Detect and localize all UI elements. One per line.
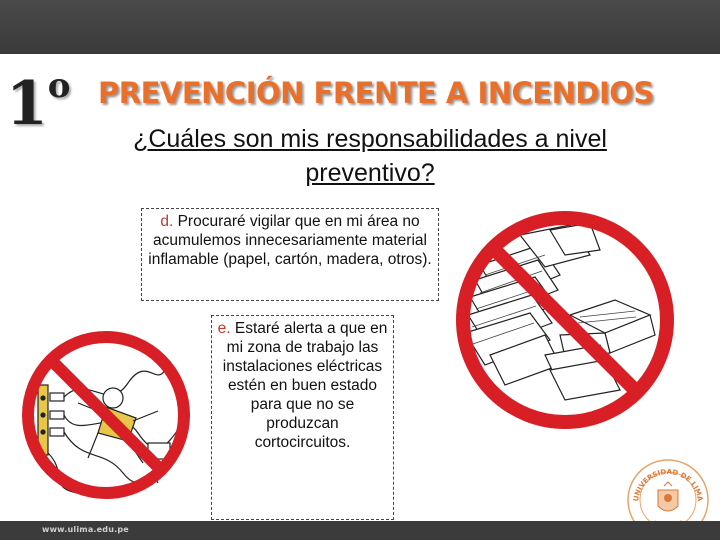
footer-url: www.ulima.edu.pe — [42, 525, 129, 534]
bottom-bar — [0, 521, 720, 540]
item-e-letter: e. — [217, 320, 231, 337]
item-e-text: Estaré alerta a que en mi zona de trabajo las instalaciones eléctricas estén en buen estado para que no se produzcan cortocircuitos. — [222, 320, 388, 451]
item-e-text-box — [211, 315, 394, 520]
top-bar — [0, 0, 720, 54]
page-title: PREVENCIÓN FRENTE A INCENDIOS — [98, 76, 654, 110]
section-number: 1$^o$ — [6, 66, 71, 139]
page-subtitle: ¿Cuáles son mis responsabilidades a nivel preventivo? — [133, 125, 607, 187]
item-d-text-box — [141, 208, 439, 301]
item-d-letter: d. — [160, 213, 174, 230]
seal-text-top: UNIVERSIDAD DE LIMA — [632, 467, 704, 502]
item-d-text: Procuraré vigilar que en mi área no acumulemos innecesariamente material inflamable (papel, cartón, madera, otros). — [148, 213, 432, 268]
no-paper-accumulation-icon — [450, 205, 680, 435]
no-overloaded-outlet-icon — [8, 323, 204, 501]
